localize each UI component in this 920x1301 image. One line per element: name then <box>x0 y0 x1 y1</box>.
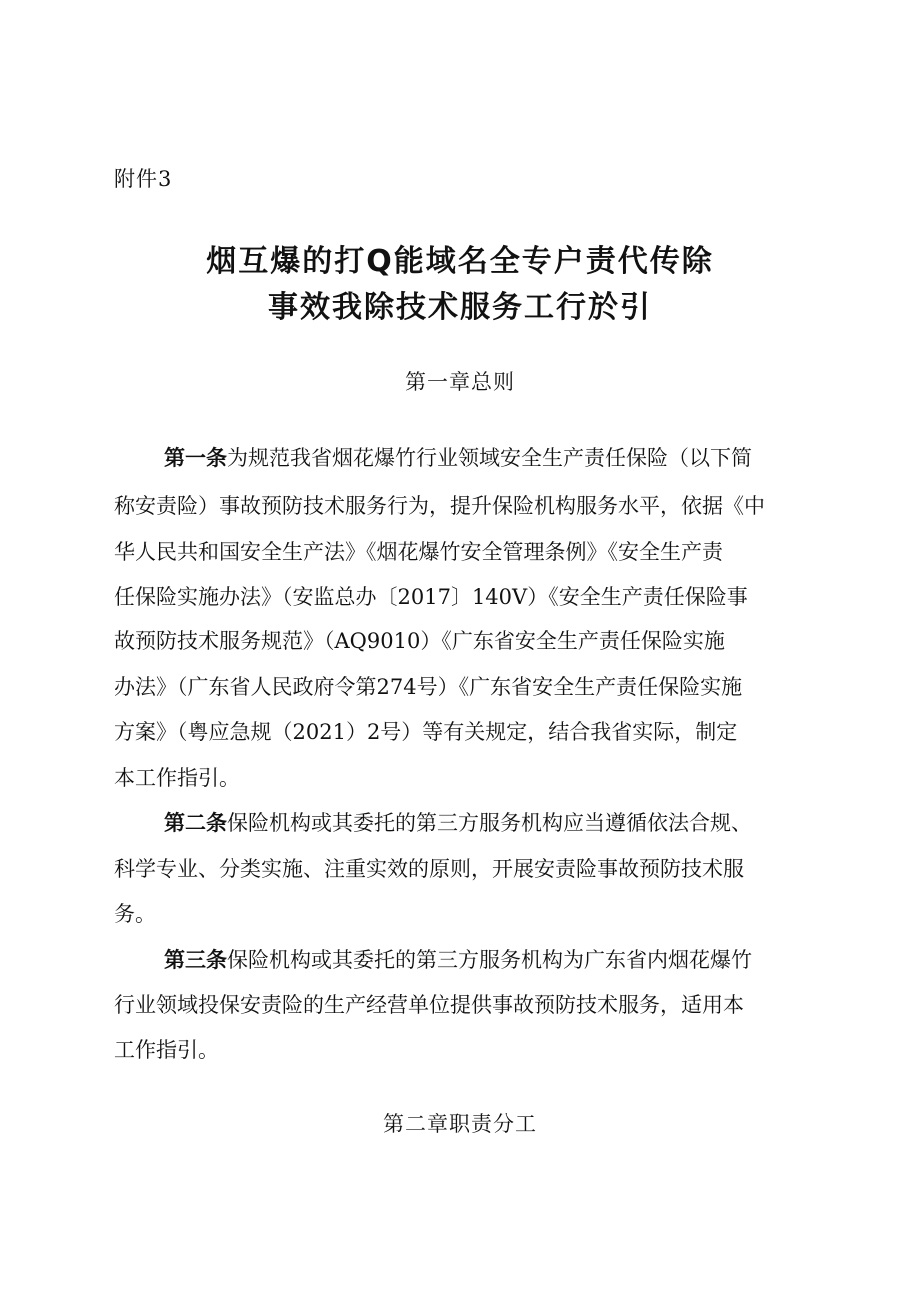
article-1-line: 办法》（广东省人民政府令第274号）《广东省安全生产责任保险实施 <box>114 675 743 699</box>
article-2-text: 保险机构或其委托的第三方服务机构应当遵循依法合规、 <box>227 811 752 835</box>
article-1-first-line <box>164 444 752 472</box>
attachment-label: 附件3 <box>114 167 173 191</box>
article-2-line: 科学专业、分类实施、注重实效的原则，开展安责险事故预防技术服 <box>114 857 744 881</box>
document-title-line-1: 烟互爆的打Q能域名全专户责代传除 <box>206 244 714 279</box>
article-1-line: 本工作指引。 <box>114 766 240 790</box>
article-3-text: 保险机构或其委托的第三方服务机构为广东省内烟花爆竹 <box>227 948 752 972</box>
chapter-heading-1: 第一章总则 <box>405 370 515 394</box>
document-title-line-2: 事效我除技术服务工行於引 <box>268 290 652 325</box>
chapter-heading-2: 第二章职责分工 <box>383 1112 537 1136</box>
article-1-label: 第一条 <box>164 445 227 470</box>
article-3-first-line <box>164 946 752 974</box>
article-1-text: 为规范我省烟花爆竹行业领域安全生产责任保险（以下简 <box>227 446 752 470</box>
article-2-label: 第二条 <box>164 810 227 835</box>
article-1-line: 称安责险）事故预防技术服务行为，提升保险机构服务水平，依据《中 <box>114 494 765 518</box>
article-3-label: 第三条 <box>164 947 227 972</box>
article-3-line: 行业领域投保安责险的生产经营单位提供事故预防技术服务，适用本 <box>114 993 744 1017</box>
article-1-line: 故预防技术服务规范》（AQ9010）《广东省安全生产责任保险实施 <box>114 629 725 653</box>
article-1-line: 方案》（粤应急规（2021）2号）等有关规定，结合我省实际，制定 <box>114 720 738 744</box>
article-2-first-line <box>164 809 752 837</box>
article-2-line: 务。 <box>114 902 156 926</box>
article-3-line: 工作指引。 <box>114 1038 219 1062</box>
article-1-line: 任保险实施办法》（安监总办〔2017〕140V）《安全生产责任保险事 <box>114 585 748 609</box>
article-1-line: 华人民共和国安全生产法》《烟花爆竹安全管理条例》《安全生产责 <box>114 540 723 564</box>
